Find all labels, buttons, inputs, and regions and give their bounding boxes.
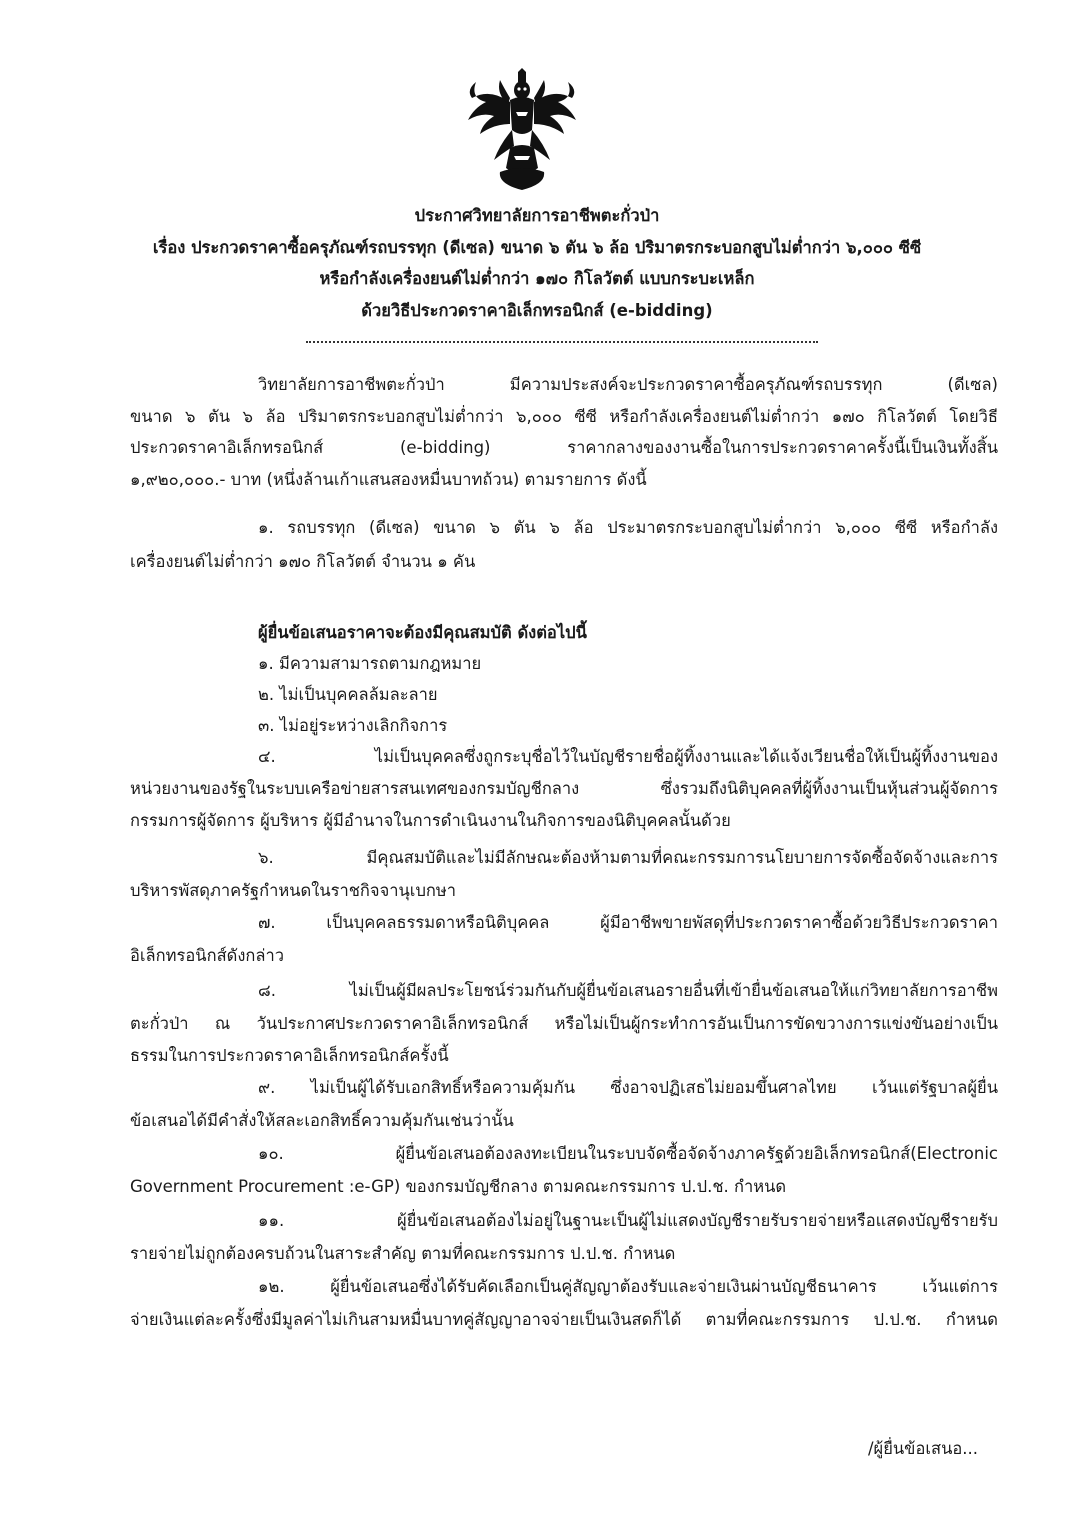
qualification-6-line-1: ๖. มีคุณสมบัติและไม่มีลักษณะต้องห้ามตามที่คณะกรรมการนโยบายการจัดซื้อจัดจ้างและการ (258, 848, 998, 867)
qualification-2: ๒. ไม่เป็นบุคคลล้มละลาย (258, 685, 438, 704)
qualification-4-line-3: กรรมการผู้จัดการ ผู้บริหาร ผู้มีอำนาจในการดำเนินงานในกิจการของนิติบุคคลนั้นด้วย (130, 811, 731, 830)
qualification-8-line-3: ธรรมในการประกวดราคาอิเล็กทรอนิกส์ครั้งนี้ (130, 1046, 449, 1065)
item1-line-1: ๑. รถบรรทุก (ดีเซล) ขนาด ๖ ตัน ๖ ล้อ ประมาตรกระบอกสูบไม่ต่ำกว่า ๖,๐๐๐ ซีซี หรือกำลัง (258, 518, 998, 537)
qualification-10-line-1: ๑๐. ผู้ยื่นข้อเสนอต้องลงทะเบียนในระบบจัดซื้อจัดจ้างภาครัฐด้วยอิเล็กทรอนิกส์(Electronic (258, 1144, 998, 1163)
qualification-12-line-1: ๑๒. ผู้ยื่นข้อเสนอซึ่งได้รับคัดเลือกเป็นคู่สัญญาต้องรับและจ่ายเงินผ่านบัญชีธนาคาร เว้นแต่การ (258, 1277, 998, 1296)
item1-line-2: เครื่องยนต์ไม่ต่ำกว่า ๑๗๐ กิโลวัตต์ จำนวน ๑ คัน (130, 552, 476, 571)
qualification-12-line-2: จ่ายเงินแต่ละครั้งซึ่งมีมูลค่าไม่เกินสามหมื่นบาทคู่สัญญาอาจจ่ายเป็นเงินสดก็ได้ ตามที่คณะกรรมการ ป.ป.ช. กำหนด (130, 1310, 998, 1329)
intro-line-4: ๑,๙๒๐,๐๐๐.- บาท (หนึ่งล้านเก้าแสนสองหมื่นบาทถ้วน) ตามรายการ ดังนี้ (130, 470, 647, 489)
qualification-10-line-2: Government Procurement :e-GP) ของกรมบัญชีกลาง ตามคณะกรรมการ ป.ป.ช. กำหนด (130, 1177, 787, 1196)
qualification-1: ๑. มีความสามารถตามกฎหมาย (258, 654, 482, 673)
qualification-7-line-2: อิเล็กทรอนิกส์ดังกล่าว (130, 946, 285, 965)
subject-line-1: เรื่อง ประกวดราคาซื้อครุภัณฑ์รถบรรทุก (ดีเซล) ขนาด ๖ ตัน ๖ ล้อ ปริมาตรกระบอกสูบไม่ต่ำกว่า ๖,๐๐๐ ซีซี (152, 238, 922, 257)
intro-line-1: วิทยาลัยการอาชีพตะกั่วป่า มีความประสงค์จะประกวดราคาซื้อครุภัณฑ์รถบรรทุก (ดีเซล) (258, 375, 998, 394)
qualification-3: ๓. ไม่อยู่ระหว่างเลิกกิจการ (258, 716, 448, 735)
announcement-title: ประกาศวิทยาลัยการอาชีพตะกั่วป่า (414, 206, 660, 225)
qualifications-heading: ผู้ยื่นข้อเสนอราคาจะต้องมีคุณสมบัติ ดังต่อไปนี้ (258, 623, 587, 642)
qualification-11-line-2: รายจ่ายไม่ถูกต้องครบถ้วนในสาระสำคัญ ตามที่คณะกรรมการ ป.ป.ช. กำหนด (130, 1244, 676, 1263)
subject-line-2: หรือกำลังเครื่องยนต์ไม่ต่ำกว่า ๑๗๐ กิโลวัตต์ แบบกระบะเหล็ก (319, 269, 755, 288)
qualification-6-line-2: บริหารพัสดุภาครัฐกำหนดในราชกิจจานุเบกษา (130, 881, 457, 900)
intro-line-2: ขนาด ๖ ตัน ๖ ล้อ ปริมาตรกระบอกสูบไม่ต่ำกว่า ๖,๐๐๐ ซีซี หรือกำลังเครื่องยนต์ไม่ต่ำกว่า ๑๗๐ กิโลวัตต์ โดยวิธี (130, 407, 998, 426)
qualification-7-line-1: ๗. เป็นบุคคลธรรมดาหรือนิติบุคคล ผู้มีอาชีพขายพัสดุที่ประกวดราคาซื้อด้วยวิธีประกวดราคา (258, 913, 998, 932)
subject-line-3: ด้วยวิธีประกวดราคาอิเล็กทรอนิกส์ (e-bidding) (361, 301, 713, 320)
qualification-9-line-2: ข้อเสนอได้มีคำสั่งให้สละเอกสิทธิ์ความคุ้มกันเช่นว่านั้น (130, 1111, 514, 1130)
intro-line-3: ประกวดราคาอิเล็กทรอนิกส์ (e-bidding) ราคากลางของงานซื้อในการประกวดราคาครั้งนี้เป็นเงินทั้งสิ้น (130, 438, 998, 457)
qualification-4-line-2: หน่วยงานของรัฐในระบบเครือข่ายสารสนเทศของกรมบัญชีกลาง ซึ่งรวมถึงนิติบุคคลที่ผู้ทิ้งงานเป็นหุ้นส่วนผู้จัดการ (130, 779, 998, 798)
garuda-emblem-icon (460, 68, 584, 192)
qualification-8-line-2: ตะกั่วป่า ณ วันประกาศประกวดราคาอิเล็กทรอนิกส์ หรือไม่เป็นผู้กระทำการอันเป็นการขัดขวางการแข่งขันอย่างเป็น (130, 1014, 998, 1033)
continued-marker: /ผู้ยื่นข้อเสนอ... (868, 1439, 978, 1458)
qualification-9-line-1: ๙. ไม่เป็นผู้ได้รับเอกสิทธิ์หรือความคุ้มกัน ซึ่งอาจปฏิเสธไม่ยอมขึ้นศาลไทย เว้นแต่รัฐบาลผู้ยื่น (258, 1078, 998, 1097)
qualification-11-line-1: ๑๑. ผู้ยื่นข้อเสนอต้องไม่อยู่ในฐานะเป็นผู้ไม่แสดงบัญชีรายรับรายจ่ายหรือแสดงบัญชีรายรับ (258, 1211, 998, 1230)
divider-dotted (306, 341, 818, 343)
qualification-4-line-1: ๔. ไม่เป็นบุคคลซึ่งถูกระบุชื่อไว้ในบัญชีรายชื่อผู้ทิ้งงานและได้แจ้งเวียนชื่อให้เป็นผู้ทิ้งงานของ (258, 747, 998, 766)
qualification-8-line-1: ๘. ไม่เป็นผู้มีผลประโยชน์ร่วมกันกับผู้ยื่นข้อเสนอรายอื่นที่เข้ายื่นข้อเสนอให้แก่วิทยาลัยการอาชีพ (258, 981, 998, 1000)
